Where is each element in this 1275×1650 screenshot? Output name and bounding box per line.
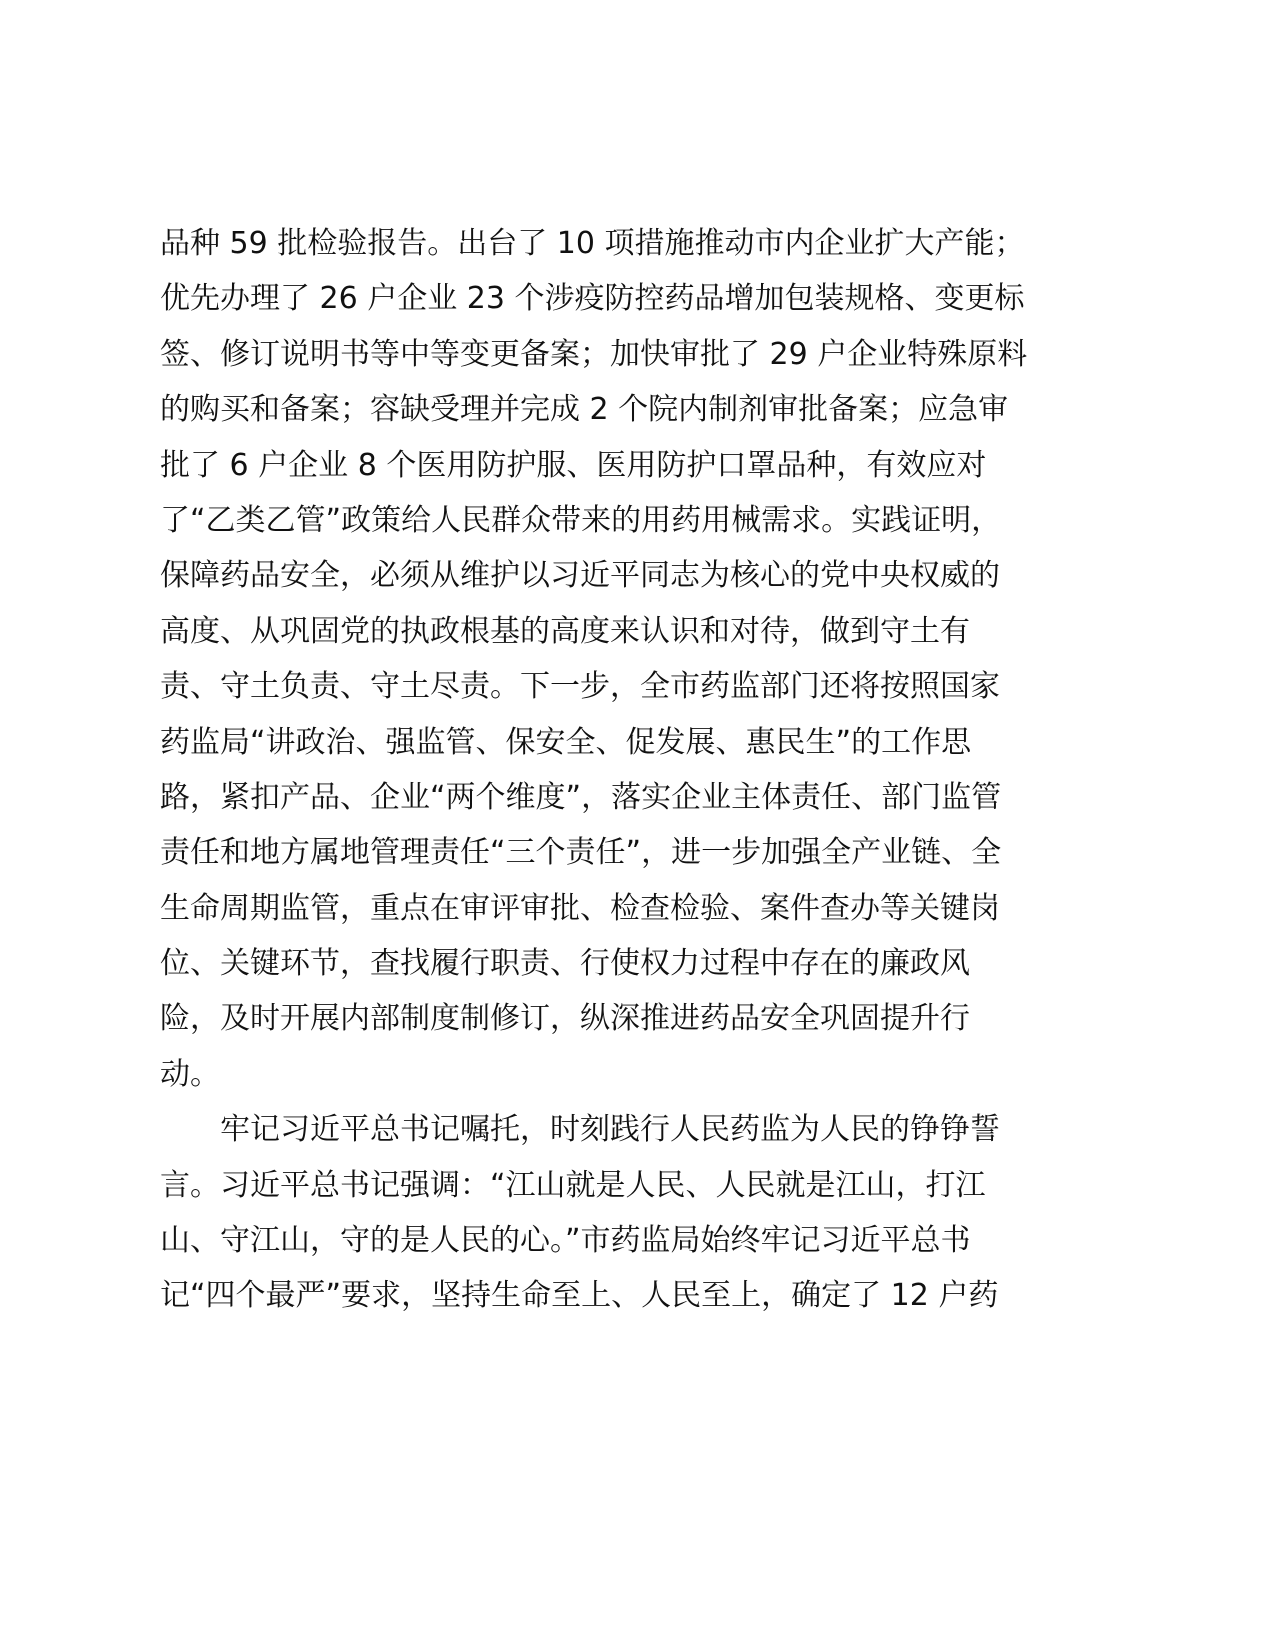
text-line: 签、修订说明书等中等变更备案；加快审批了 29 户企业特殊原料 [160,336,1028,372]
paragraph-first-line: 牢记习近平总书记嘱托，时刻践行人民药监为人民的铮铮誓 [160,1112,1000,1148]
text-line: 记“四个最严”要求，坚持生命至上、人民至上，确定了 12 户药 [160,1278,999,1314]
text-line: 批了 6 户企业 8 个医用防护服、医用防护口罩品种，有效应对 [160,447,987,483]
text-line: 位、关键环节，查找履行职责、行使权力过程中存在的廉政风 [160,946,970,982]
text-line: 言。习近平总书记强调：“江山就是人民、人民就是江山，打江 [160,1167,986,1203]
text-line: 保障药品安全，必须从维护以习近平同志为核心的党中央权威的 [160,558,1000,594]
text-line: 了“乙类乙管”政策给人民群众带来的用药用械需求。实践证明， [160,502,1002,538]
text-line: 高度、从巩固党的执政根基的高度来认识和对待，做到守土有 [160,613,970,649]
text-line: 生命周期监管，重点在审评审批、检查检验、案件查办等关键岗 [160,890,1000,926]
text-line: 动。 [160,1056,220,1092]
text-line: 优先办理了 26 户企业 23 个涉疫防控药品增加包装规格、变更标 [160,281,1025,317]
text-line: 药监局“讲政治、强监管、保安全、促发展、惠民生”的工作思 [160,724,972,760]
text-line: 险，及时开展内部制度制修订，纵深推进药品安全巩固提升行 [160,1001,970,1037]
text-line: 山、守江山，守的是人民的心。”市药监局始终牢记习近平总书 [160,1223,971,1259]
text-line: 责任和地方属地管理责任“三个责任”，进一步加强全产业链、全 [160,835,1002,871]
text-line: 品种 59 批检验报告。出台了 10 项措施推动市内企业扩大产能； [160,226,1025,261]
text-line: 路，紧扣产品、企业“两个维度”，落实企业主体责任、部门监管 [160,779,1002,815]
text-line: 的购买和备案；容缺受理并完成 2 个院内制剂审批备案；应急审 [160,392,1009,428]
body-text [160,216,1120,1324]
text-line: 责、守土负责、守土尽责。下一步，全市药监部门还将按照国家 [160,669,1000,705]
